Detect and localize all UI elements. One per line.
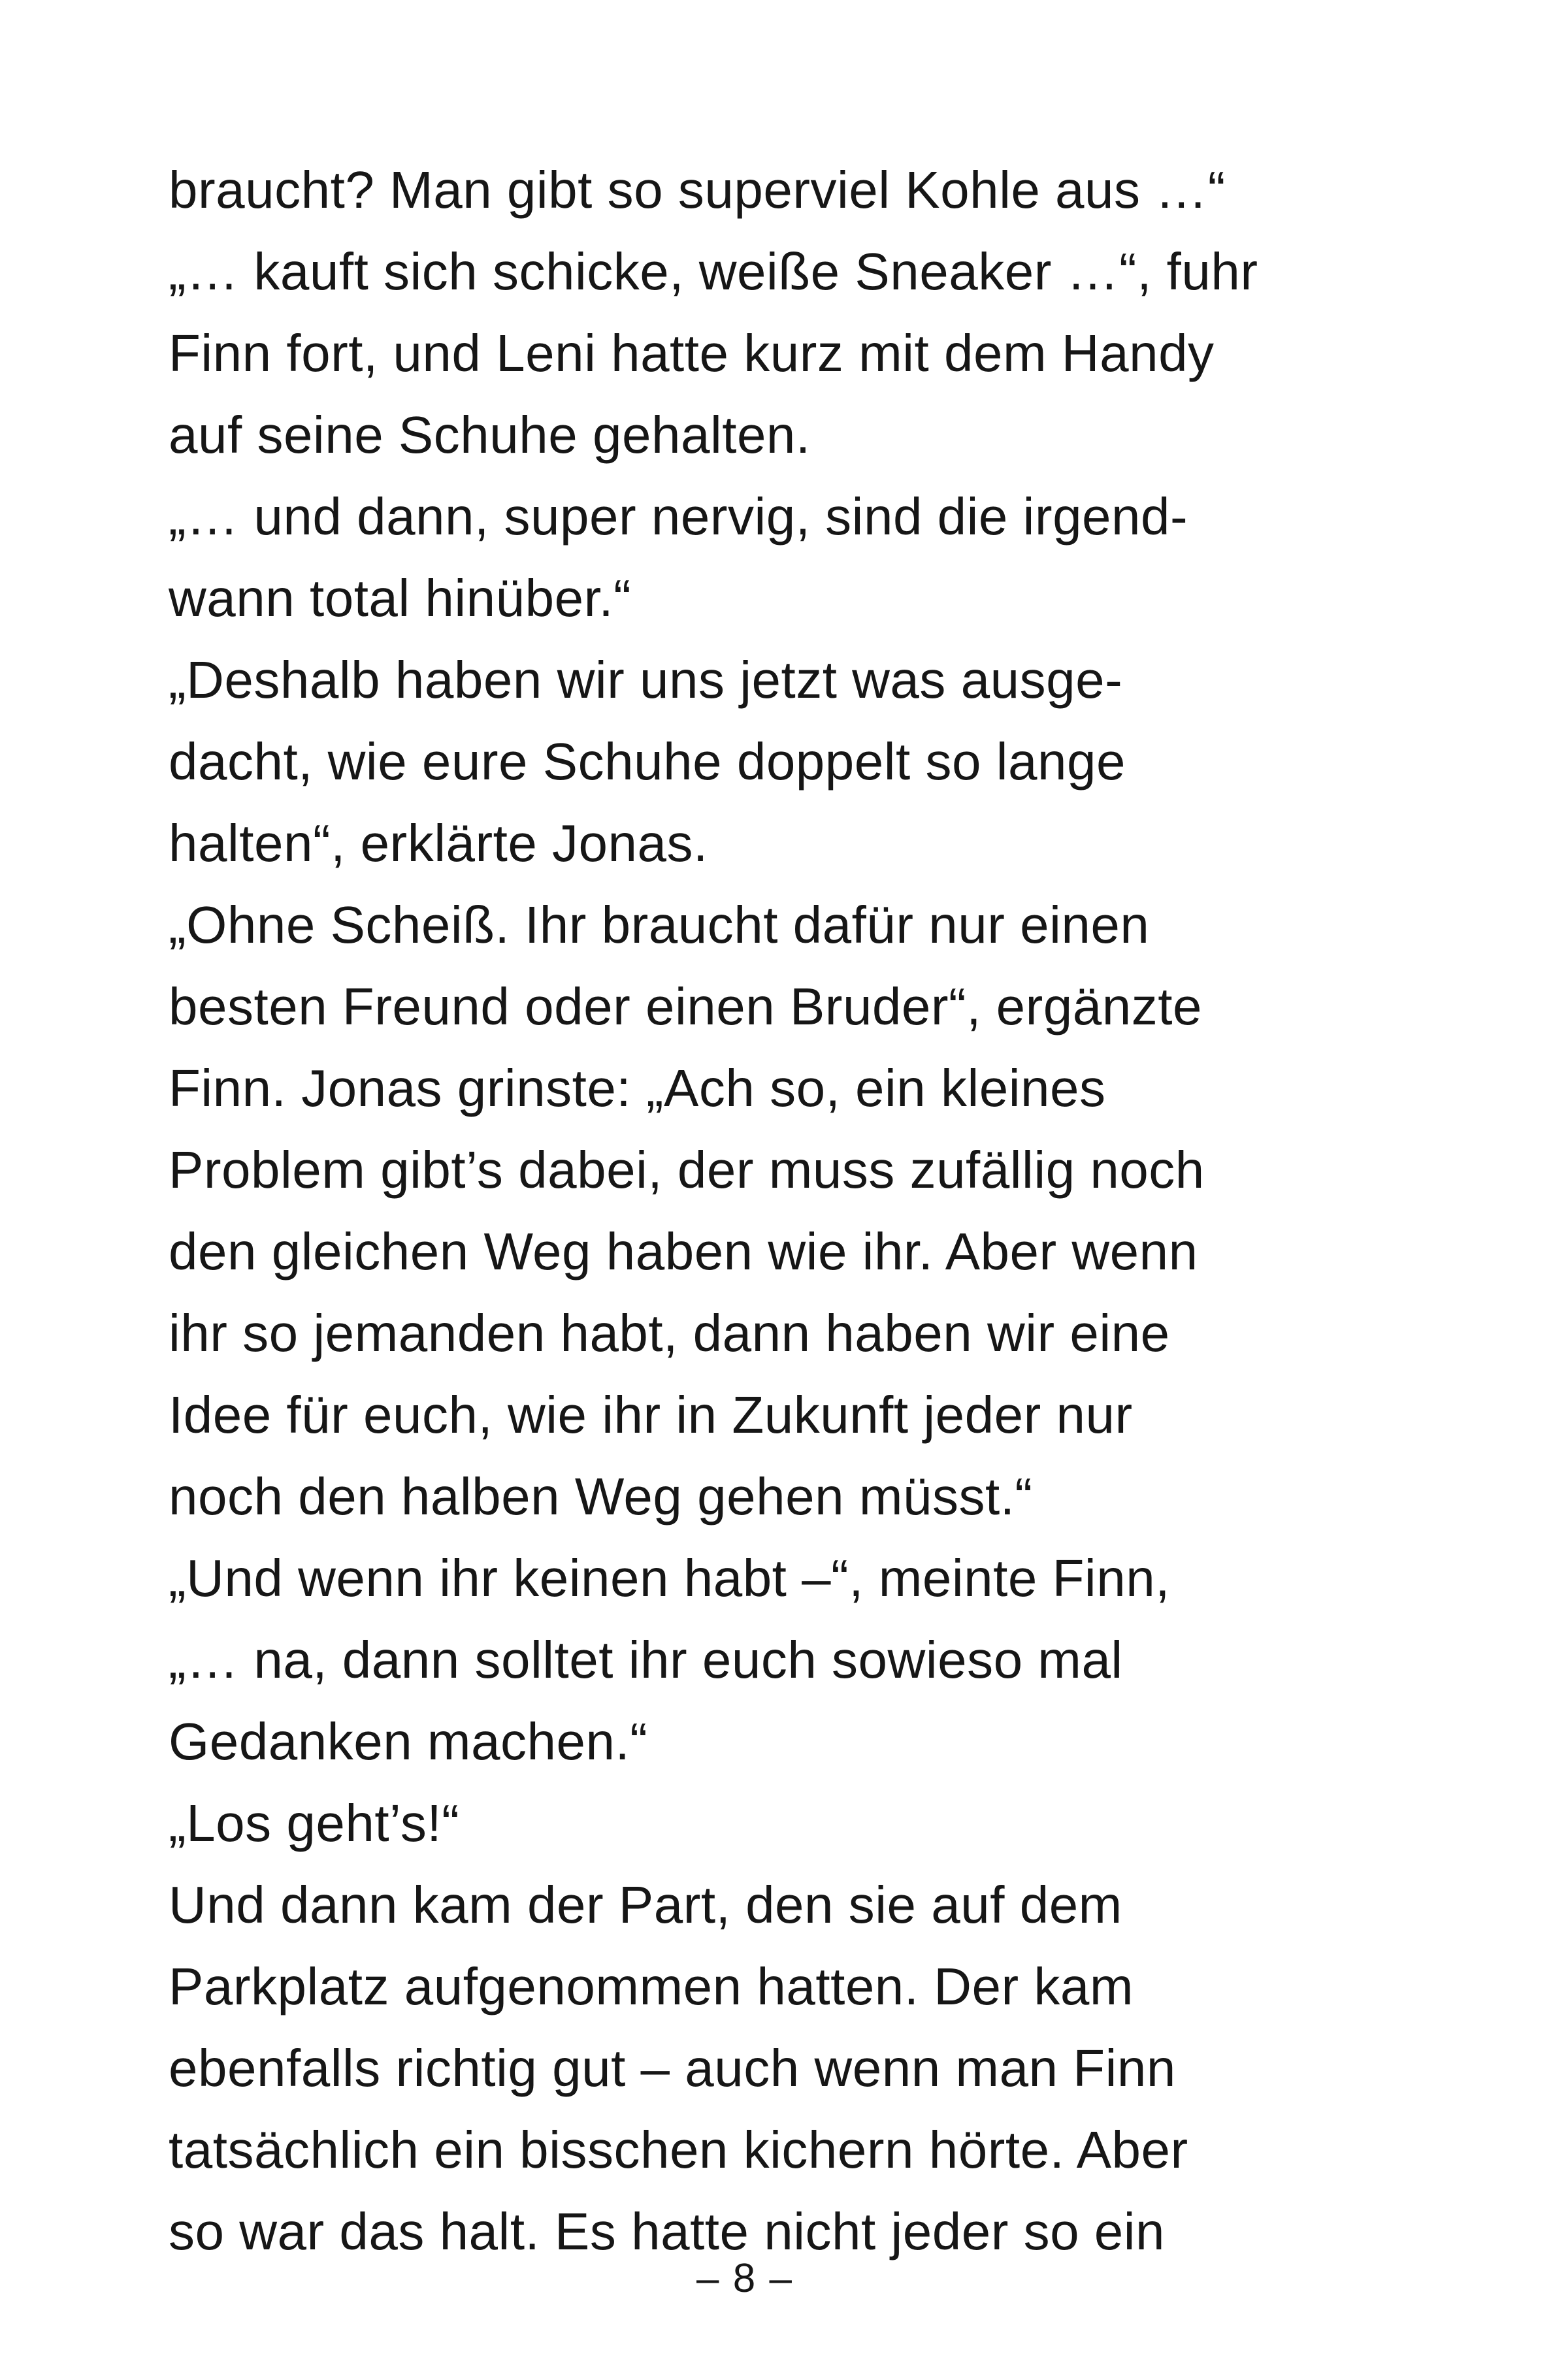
text-line: Idee für euch, wie ihr in Zukunft jeder nur bbox=[169, 1386, 1133, 1444]
text-line: halten“, erklärte Jonas. bbox=[169, 814, 708, 872]
text-line: Problem gibt’s dabei, der muss zufällig noch bbox=[169, 1141, 1205, 1199]
text-line: besten Freund oder einen Bruder“, ergänzte bbox=[169, 977, 1202, 1036]
text-line: Parkplatz aufgenommen hatten. Der kam bbox=[169, 1957, 1134, 2015]
page-text bbox=[169, 149, 1465, 2272]
text-line: „Und wenn ihr keinen habt –“, meinte Finn, bbox=[169, 1549, 1170, 1607]
text-line: wann total hinüber.“ bbox=[169, 569, 632, 627]
text-line: so war das halt. Es hatte nicht jeder so ein bbox=[169, 2202, 1166, 2260]
text-line: „… na, dann solltet ihr euch sowieso mal bbox=[169, 1631, 1123, 1689]
text-line: noch den halben Weg gehen müsst.“ bbox=[169, 1467, 1033, 1525]
text-line: ebenfalls richtig gut – auch wenn man Finn bbox=[169, 2039, 1176, 2097]
text-line: dacht, wie eure Schuhe doppelt so lange bbox=[169, 732, 1126, 791]
text-line: „… und dann, super nervig, sind die irgend- bbox=[169, 487, 1188, 546]
text-line: „… kauft sich schicke, weiße Sneaker …“, fuhr bbox=[169, 242, 1258, 301]
text-line: braucht? Man gibt so superviel Kohle aus …“ bbox=[169, 161, 1226, 219]
text-line: tatsächlich ein bisschen kichern hörte. Aber bbox=[169, 2121, 1188, 2179]
text-line: ihr so jemanden habt, dann haben wir eine bbox=[169, 1304, 1170, 1362]
text-line: auf seine Schuhe gehalten. bbox=[169, 406, 811, 464]
text-line: Gedanken machen.“ bbox=[169, 1712, 648, 1770]
text-line: „Deshalb haben wir uns jetzt was ausge- bbox=[169, 651, 1123, 709]
text-line: Finn fort, und Leni hatte kurz mit dem Handy bbox=[169, 324, 1215, 382]
page-number: – 8 – bbox=[696, 2256, 793, 2301]
text-line: den gleichen Weg haben wie ihr. Aber wenn bbox=[169, 1222, 1198, 1280]
text-line: „Ohne Scheiß. Ihr braucht dafür nur einen bbox=[169, 896, 1150, 954]
text-line: Und dann kam der Part, den sie auf dem bbox=[169, 1876, 1122, 1934]
text-line: Finn. Jonas grinste: „Ach so, ein kleines bbox=[169, 1059, 1106, 1117]
text-line: „Los geht’s!“ bbox=[169, 1794, 460, 1852]
